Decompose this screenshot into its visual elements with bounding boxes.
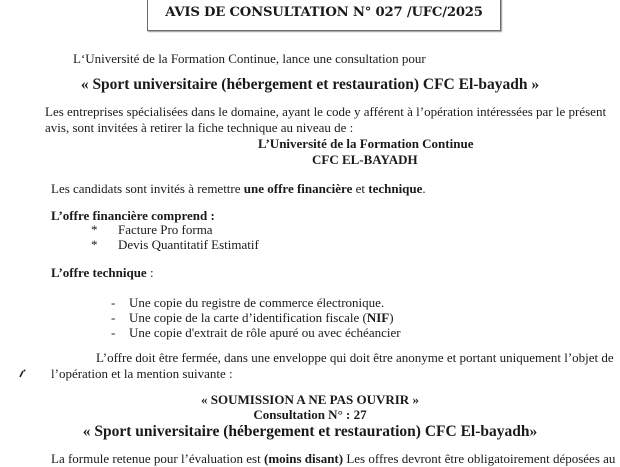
financial-bullet-1: * (91, 222, 98, 237)
paragraph-2-line-1: L’offre doit être fermée, dans une enveloppe qui doit être anonyme et portant uniquement l’objet de (96, 350, 614, 365)
technical-bullet-2: - (111, 310, 116, 325)
candidates-technical: technique (368, 181, 423, 196)
scan-artifact-mark (18, 368, 26, 378)
candidates-mid: et (352, 181, 369, 196)
candidates-end: . (422, 181, 426, 196)
subject-heading: « Sport universitaire (hébergement et restauration) CFC El-bayadh » (80, 76, 540, 93)
financial-bullet-2: * (91, 237, 98, 252)
candidates-financial: une offre financière (243, 181, 353, 196)
paragraph-1-line-1: Les entreprises spécialisées dans le domaine, ayant le code y afférent à l’opération intéressées par le présent (45, 104, 607, 119)
candidates-prefix: Les candidats sont invités à remettre (51, 181, 244, 196)
technical-item-1: Une copie du registre de commerce électronique. (129, 295, 385, 310)
evaluation-prefix: La formule retenue pour l’évaluation est (51, 451, 264, 466)
technical-heading-suffix: : (146, 265, 154, 280)
technical-item-3: Une copie d'extrait de rôle apuré ou avec échéancier (129, 325, 401, 340)
financial-item-2: Devis Quantitatif Estimatif (118, 237, 259, 252)
address-line-2: CFC EL-BAYADH (312, 152, 418, 167)
nif-label: NIF (366, 310, 390, 325)
nif-close: ) (389, 310, 394, 325)
candidates-text (51, 181, 426, 197)
technical-item-2 (129, 310, 394, 326)
technical-bullet-3: - (111, 325, 116, 340)
financial-item-1: Facture Pro forma (118, 222, 213, 237)
subject-footer: « Sport universitaire (hébergement et restauration) CFC El-bayadh» (82, 423, 538, 440)
technical-item-2-text: Une copie de la carte d’identification fiscale ( (129, 310, 367, 325)
intro-text: L‘Université de la Formation Continue, lance une consultation pour (73, 51, 426, 66)
technical-heading-label: L’offre technique (51, 265, 147, 280)
address-line-1: L’Université de la Formation Continue (258, 136, 474, 151)
financial-heading: L’offre financière comprend : (51, 208, 215, 223)
technical-bullet-1: - (111, 295, 116, 310)
title-box (147, 0, 501, 31)
document-title: AVIS DE CONSULTATION N° 027 /UFC/2025 (165, 5, 483, 20)
consultation-number: Consultation N° : 27 (253, 407, 367, 422)
evaluation-suffix: Les offres devront être obligatoirement déposées au (343, 451, 616, 466)
mention-text: « SOUMISSION A NE PAS OUVRIR » (201, 392, 419, 407)
paragraph-1-line-2: avis, sont invitées à retirer la fiche technique au niveau de : (45, 120, 354, 135)
evaluation-method: (moins disant) (263, 451, 344, 466)
paragraph-2-line-2: l’opération et la mention suivante : (51, 366, 233, 381)
technical-heading (51, 265, 154, 281)
